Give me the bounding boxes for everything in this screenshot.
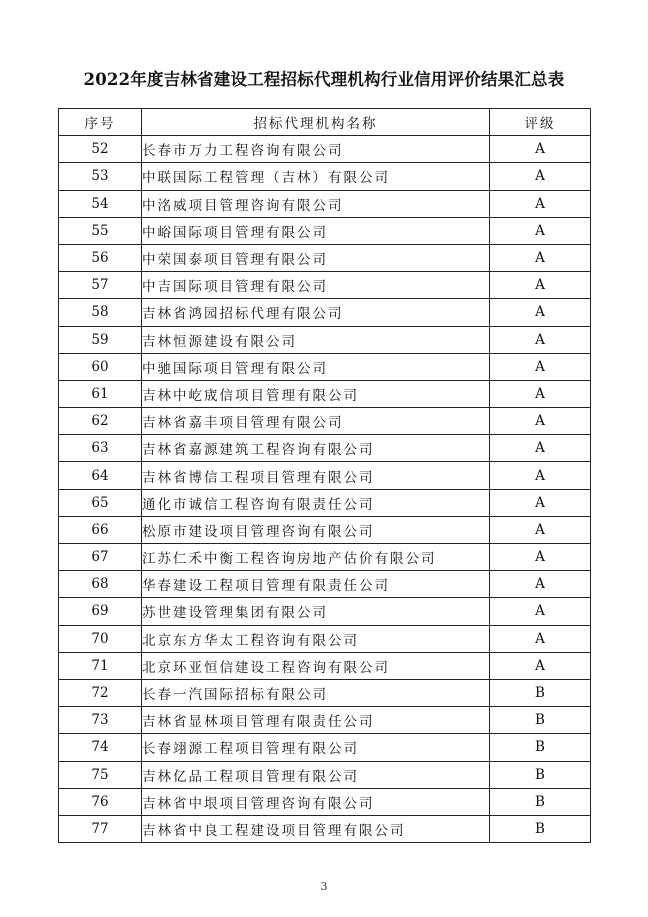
row-agency-name: 吉林省中垠项目管理咨询有限公司 bbox=[142, 788, 490, 815]
table-row bbox=[59, 707, 591, 734]
table-row bbox=[59, 299, 591, 326]
row-serial-number: 62 bbox=[59, 408, 142, 435]
row-grade: A bbox=[490, 326, 591, 353]
table-body bbox=[59, 136, 591, 843]
table-row bbox=[59, 326, 591, 353]
row-agency-name: 吉林省鸿园招标代理有限公司 bbox=[142, 299, 490, 326]
table-row bbox=[59, 598, 591, 625]
row-agency-name: 长春市万力工程咨询有限公司 bbox=[142, 136, 490, 163]
row-grade: A bbox=[490, 598, 591, 625]
row-grade: A bbox=[490, 272, 591, 299]
table-row bbox=[59, 163, 591, 190]
table-row bbox=[59, 516, 591, 543]
table-row bbox=[59, 544, 591, 571]
table-row bbox=[59, 489, 591, 516]
row-grade: B bbox=[490, 788, 591, 815]
row-agency-name: 长春翊源工程项目管理有限公司 bbox=[142, 734, 490, 761]
row-agency-name: 中峪国际项目管理有限公司 bbox=[142, 217, 490, 244]
row-serial-number: 55 bbox=[59, 217, 142, 244]
row-agency-name: 中吉国际项目管理有限公司 bbox=[142, 272, 490, 299]
row-serial-number: 61 bbox=[59, 380, 142, 407]
table-row bbox=[59, 217, 591, 244]
row-agency-name: 北京环亚恒信建设工程咨询有限公司 bbox=[142, 652, 490, 679]
row-serial-number: 54 bbox=[59, 190, 142, 217]
row-agency-name: 吉林省博信工程项目管理有限公司 bbox=[142, 462, 490, 489]
row-serial-number: 72 bbox=[59, 679, 142, 706]
row-serial-number: 77 bbox=[59, 815, 142, 842]
row-serial-number: 69 bbox=[59, 598, 142, 625]
row-agency-name: 中驰国际项目管理有限公司 bbox=[142, 353, 490, 380]
row-agency-name: 苏世建设管理集团有限公司 bbox=[142, 598, 490, 625]
row-grade: A bbox=[490, 462, 591, 489]
row-agency-name: 长春一汽国际招标有限公司 bbox=[142, 679, 490, 706]
row-grade: A bbox=[490, 136, 591, 163]
table-row bbox=[59, 272, 591, 299]
row-grade: A bbox=[490, 163, 591, 190]
row-grade: A bbox=[490, 244, 591, 271]
row-grade: A bbox=[490, 217, 591, 244]
row-serial-number: 60 bbox=[59, 353, 142, 380]
row-serial-number: 68 bbox=[59, 571, 142, 598]
row-serial-number: 73 bbox=[59, 707, 142, 734]
row-grade: A bbox=[490, 625, 591, 652]
table-row bbox=[59, 571, 591, 598]
row-agency-name: 通化市诚信工程咨询有限责任公司 bbox=[142, 489, 490, 516]
document-title: 2022年度吉林省建设工程招标代理机构行业信用评价结果汇总表 bbox=[83, 70, 565, 89]
row-agency-name: 中洺威项目管理咨询有限公司 bbox=[142, 190, 490, 217]
row-agency-name: 吉林省显林项目管理有限责任公司 bbox=[142, 707, 490, 734]
row-agency-name: 吉林省中良工程建设项目管理有限公司 bbox=[142, 815, 490, 842]
row-agency-name: 中联国际工程管理（吉林）有限公司 bbox=[142, 163, 490, 190]
table-row bbox=[59, 435, 591, 462]
row-grade: A bbox=[490, 516, 591, 543]
row-serial-number: 53 bbox=[59, 163, 142, 190]
credit-rating-table bbox=[58, 108, 591, 843]
table-row bbox=[59, 679, 591, 706]
table-row bbox=[59, 380, 591, 407]
row-agency-name: 华春建设工程项目管理有限责任公司 bbox=[142, 571, 490, 598]
row-grade: A bbox=[490, 652, 591, 679]
row-grade: A bbox=[490, 435, 591, 462]
table-row bbox=[59, 244, 591, 271]
row-agency-name: 中荣国泰项目管理有限公司 bbox=[142, 244, 490, 271]
row-grade: B bbox=[490, 679, 591, 706]
row-serial-number: 52 bbox=[59, 136, 142, 163]
row-serial-number: 59 bbox=[59, 326, 142, 353]
table-row bbox=[59, 462, 591, 489]
table-row bbox=[59, 408, 591, 435]
table-row bbox=[59, 136, 591, 163]
row-grade: A bbox=[490, 544, 591, 571]
row-serial-number: 67 bbox=[59, 544, 142, 571]
header-serial-number: 序号 bbox=[59, 109, 142, 136]
row-grade: A bbox=[490, 380, 591, 407]
header-agency-name: 招标代理机构名称 bbox=[142, 109, 490, 136]
row-agency-name: 松原市建设项目管理咨询有限公司 bbox=[142, 516, 490, 543]
row-serial-number: 75 bbox=[59, 761, 142, 788]
row-grade: B bbox=[490, 761, 591, 788]
row-agency-name: 吉林亿品工程项目管理有限公司 bbox=[142, 761, 490, 788]
row-agency-name: 吉林中屹宬信项目管理有限公司 bbox=[142, 380, 490, 407]
row-serial-number: 65 bbox=[59, 489, 142, 516]
table-row bbox=[59, 652, 591, 679]
row-grade: A bbox=[490, 353, 591, 380]
table-row bbox=[59, 815, 591, 842]
table-row bbox=[59, 190, 591, 217]
row-serial-number: 76 bbox=[59, 788, 142, 815]
table-header-row bbox=[59, 109, 591, 136]
table-row bbox=[59, 353, 591, 380]
row-grade: B bbox=[490, 815, 591, 842]
table-row bbox=[59, 734, 591, 761]
row-serial-number: 71 bbox=[59, 652, 142, 679]
row-serial-number: 64 bbox=[59, 462, 142, 489]
row-grade: B bbox=[490, 734, 591, 761]
table-row bbox=[59, 625, 591, 652]
row-agency-name: 江苏仁禾中衡工程咨询房地产估价有限公司 bbox=[142, 544, 490, 571]
table-row bbox=[59, 788, 591, 815]
page-number: 3 bbox=[320, 880, 328, 893]
row-agency-name: 吉林恒源建设有限公司 bbox=[142, 326, 490, 353]
table-row bbox=[59, 761, 591, 788]
row-grade: A bbox=[490, 408, 591, 435]
row-agency-name: 北京东方华太工程咨询有限公司 bbox=[142, 625, 490, 652]
row-serial-number: 66 bbox=[59, 516, 142, 543]
row-serial-number: 63 bbox=[59, 435, 142, 462]
row-serial-number: 58 bbox=[59, 299, 142, 326]
row-grade: B bbox=[490, 707, 591, 734]
row-agency-name: 吉林省嘉丰项目管理有限公司 bbox=[142, 408, 490, 435]
row-serial-number: 56 bbox=[59, 244, 142, 271]
row-serial-number: 74 bbox=[59, 734, 142, 761]
row-grade: A bbox=[490, 299, 591, 326]
row-grade: A bbox=[490, 190, 591, 217]
row-grade: A bbox=[490, 571, 591, 598]
row-serial-number: 57 bbox=[59, 272, 142, 299]
header-grade: 评级 bbox=[490, 109, 591, 136]
row-agency-name: 吉林省嘉源建筑工程咨询有限公司 bbox=[142, 435, 490, 462]
row-grade: A bbox=[490, 489, 591, 516]
row-serial-number: 70 bbox=[59, 625, 142, 652]
